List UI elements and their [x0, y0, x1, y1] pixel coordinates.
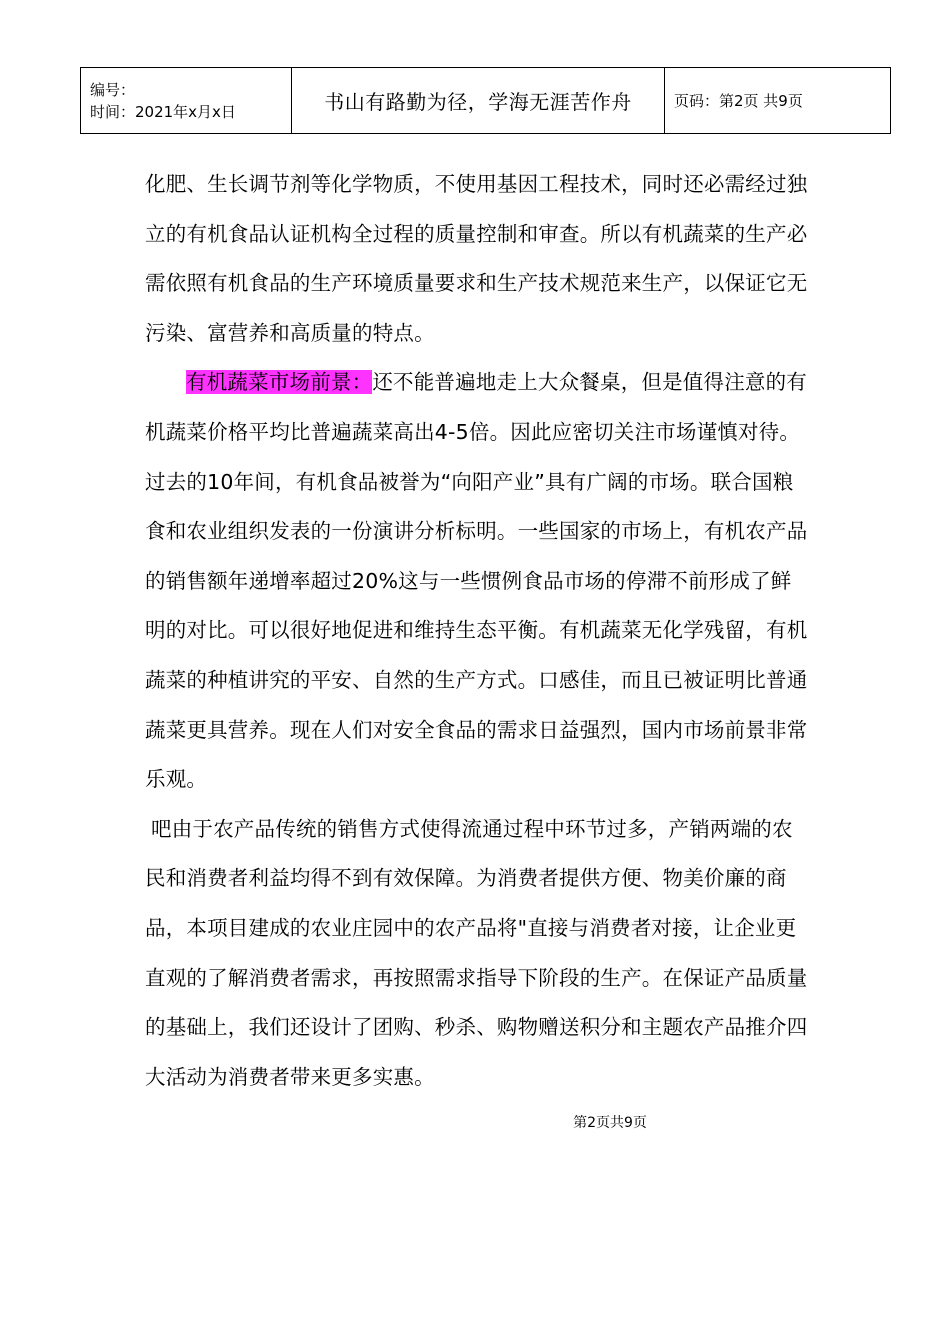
highlighted-heading: 有机蔬菜市场前景：	[186, 370, 373, 395]
footer-page-number: 第2页共9页	[573, 1115, 647, 1131]
header-row	[81, 68, 891, 134]
header-motto: 书山有路勤为径，学海无涯苦作舟	[292, 68, 665, 134]
page-footer	[0, 1112, 950, 1132]
header-page-info: 页码：第2页 共9页	[665, 68, 891, 134]
paragraph-2-text: 还不能普遍地走上大众餐桌，但是值得注意的有机蔬菜价格平均比普遍蔬菜高出4-5倍。因此应密切关注市场谨慎对待。过去的10年间，有机食品被誉为“向阳产业”具有广阔的市场。联合国粮食和农业组织发表的一份演讲分析标明。一些国家的市场上，有机农产品的销售额年递增率超过20%这与一些惯例食品市场的停滞不前形成了鲜明的对比。可以很好地促进和维持生态平衡。有机蔬菜无化学残留，有机蔬菜的种植讲究的平安、自然的生产方式。口感佳，而且已被证明比普通蔬菜更具营养。现在人们对安全食品的需求日益强烈，国内市场前景非常乐观。	[145, 370, 808, 792]
paragraph-1: 化肥、生长调节剂等化学物质，不使用基因工程技术，同时还必需经过独立的有机食品认证机构全过程的质量控制和审查。所以有机蔬菜的生产必需依照有机食品的生产环境质量要求和生产技术规范来生产，以保证它无污染、富营养和高质量的特点。	[145, 172, 808, 345]
document-number-label: 编号：	[90, 80, 136, 99]
header-meta-cell	[81, 68, 292, 134]
header-table	[80, 67, 891, 134]
document-body	[145, 160, 810, 1102]
document-date: 时间：2021年x月x日	[90, 102, 236, 121]
paragraph-3: 吧由于农产品传统的销售方式使得流通过程中环节过多，产销两端的农民和消费者利益均得不到有效保障。为消费者提供方便、物美价廉的商品，本项目建成的农业庄园中的农产品将"直接与消费者对接，让企业更直观的了解消费者需求，再按照需求指导下阶段的生产。在保证产品质量的基础上，我们还设计了团购、秒杀、购物赠送积分和主题农产品推介四大活动为消费者带来更多实惠。	[145, 816, 808, 1089]
paragraph-2	[145, 358, 810, 804]
